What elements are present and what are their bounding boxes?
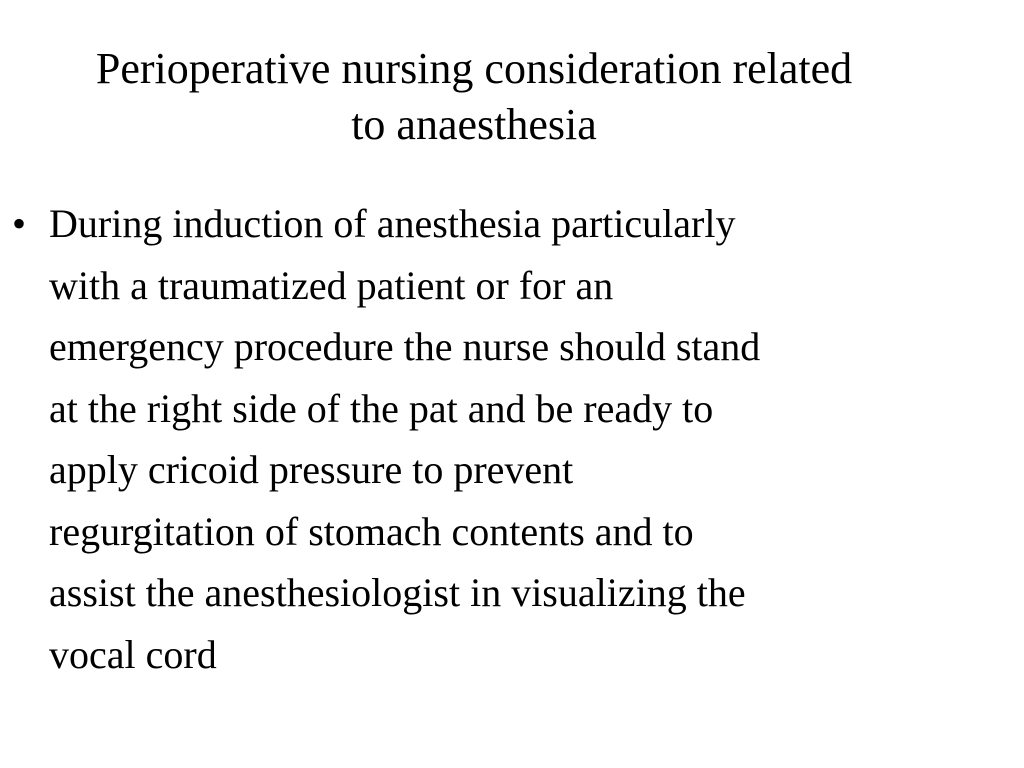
slide-title-line-1: Perioperative nursing consideration related bbox=[95, 44, 853, 93]
bullet-line: with a traumatized patient or for an bbox=[49, 262, 614, 308]
bullet-marker: • bbox=[12, 201, 27, 246]
bullet-text bbox=[49, 193, 979, 685]
slide-title bbox=[20, 41, 928, 153]
bullet-line: at the right side of the pat and be ready to bbox=[49, 385, 714, 431]
slide-title-line-2: to anaesthesia bbox=[351, 100, 597, 149]
bullet-list bbox=[0, 193, 1000, 685]
bullet-line: vocal cord bbox=[49, 631, 217, 677]
bullet-item bbox=[0, 193, 979, 685]
bullet-line: assist the anesthesiologist in visualizing the bbox=[49, 570, 746, 615]
bullet-line: emergency procedure the nurse should stand bbox=[49, 324, 761, 369]
bullet-line: regurgitation of stomach contents and to bbox=[49, 508, 694, 554]
bullet-line: apply cricoid pressure to prevent bbox=[49, 447, 574, 492]
bullet-line: During induction of anesthesia particularly bbox=[49, 201, 736, 246]
